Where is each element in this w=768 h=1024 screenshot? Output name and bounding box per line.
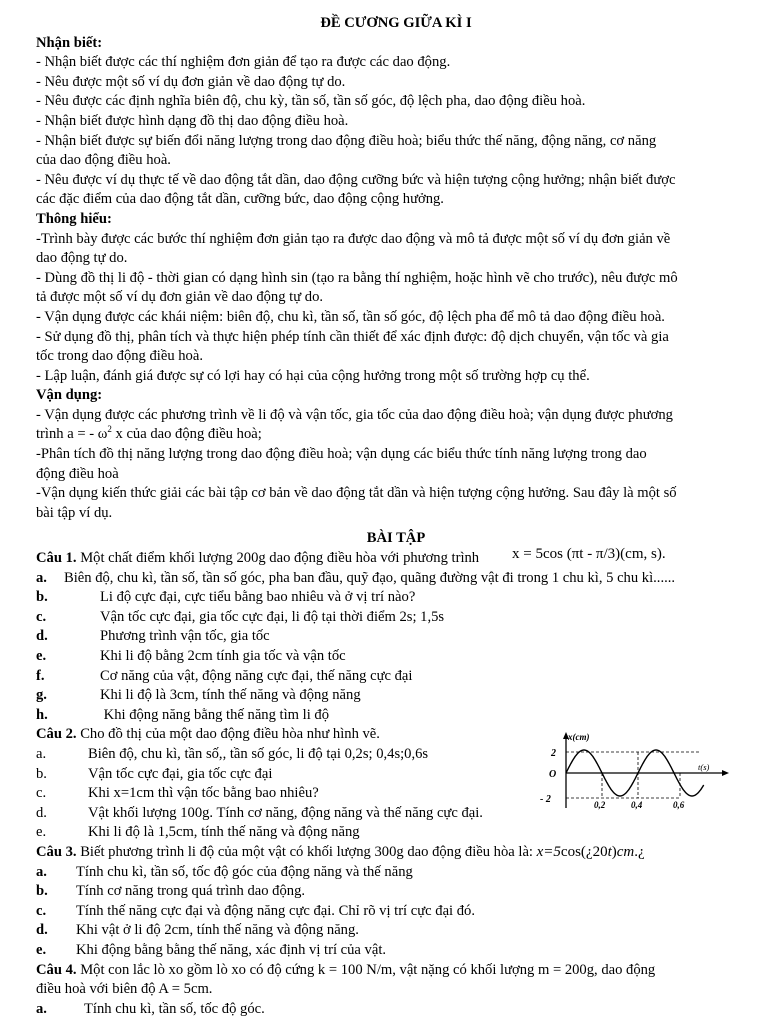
thong-hieu-line: dao động tự do.	[36, 250, 128, 267]
document-title: ĐỀ CƯƠNG GIỮA KÌ I	[320, 15, 472, 31]
item-text: Biên độ, chu kì, tần số,, tần số góc, li độ tại 0,2s; 0,4s;0,6s	[88, 745, 429, 762]
question-item	[36, 608, 736, 628]
question-2-text: Cho đồ thị của một dao động điều hòa như hình vẽ.	[76, 726, 380, 743]
thong-hieu-line: - Sử dụng đồ thị, phân tích và thực hiện phép tính cần thiết để xác định được: độ dịch chuyển, vận tốc và gia	[36, 328, 669, 345]
item-text: Khi vật ở li độ 2cm, tính thế năng và động năng.	[76, 922, 359, 939]
item-text: Khi động năng bằng thế năng tìm li độ	[100, 706, 330, 723]
item-text: Khi li độ bằng 2cm tính gia tốc và vận tốc	[100, 648, 346, 664]
van-dung-lines	[36, 445, 736, 523]
item-key: b.	[36, 883, 48, 900]
question-4-text-cont: điều hoà với biên độ A = 5cm.	[36, 981, 213, 998]
y-axis-label: x(cm)	[568, 732, 590, 742]
nhan-biet-line: của dao động điều hoà.	[36, 152, 171, 169]
question-3-formula: x=5cos(¿20t)cm.¿	[536, 843, 645, 860]
nhan-biet-line: - Nhận biết được các thí nghiệm đơn giản để tạo ra được các dao động.	[36, 54, 451, 71]
thong-hieu-line: - Lập luận, đánh giá được sự có lợi hay có hại của cộng hưởng trong một số trường hợp cụ thể.	[36, 367, 590, 384]
item-key: a.	[36, 745, 47, 762]
question-item	[36, 569, 736, 589]
item-text: Phương trình vận tốc, gia tốc	[100, 628, 270, 645]
question-4	[36, 961, 736, 981]
van-dung-line: -Vận dụng kiến thức giải các bài tập cơ bản về dao động tắt dần và hiện tượng cộng hưởng. Sau đây là một số	[36, 485, 677, 502]
question-1-items	[36, 569, 736, 726]
item-key: b.	[36, 765, 47, 782]
item-text: Vận tốc cực đại, gia tốc cực đại, li độ tại thời điểm 2s; 1,5s	[100, 608, 445, 625]
question-2-label: Câu 2.	[36, 726, 77, 743]
x-axis-label: t(s)	[698, 762, 710, 772]
question-item	[36, 882, 736, 902]
thong-hieu-line: tốc trong dao động điều hoà.	[36, 348, 203, 365]
oscillation-graph	[530, 730, 730, 810]
item-text: Vật khối lượng 100g. Tính cơ năng, động năng và thế năng cực đại.	[88, 804, 483, 821]
van-dung-line: -Phân tích đồ thị năng lượng trong dao động điều hoà; vận dụng các biểu thức tính năng lượng trong dao	[36, 446, 647, 463]
question-item	[36, 627, 736, 647]
nhan-biet-line: - Nêu được các định nghĩa biên độ, chu kỳ, tần số, tần số góc, độ lệch pha, dao động điều hoà.	[36, 93, 586, 110]
question-4-text: Một con lắc lò xo gồm lò xo có độ cứng k = 100 N/m, vật nặng có khối lượng m = 200g, dao động	[76, 961, 656, 978]
item-key: a.	[36, 1000, 47, 1017]
thong-hieu-line: - Vận dụng được các khái niệm: biên độ, chu kì, tần số, tần số góc, độ lệch pha để mô tả dao động điều hoà.	[36, 308, 665, 325]
question-item	[36, 588, 736, 608]
question-3-items	[36, 863, 736, 961]
item-key: h.	[36, 706, 48, 723]
item-key: c.	[36, 902, 47, 919]
item-text: Tính chu kì, tần số, tốc độ góc.	[84, 1000, 265, 1017]
item-key: a.	[36, 863, 47, 880]
item-text: Khi li độ là 3cm, tính thế năng và động năng	[100, 687, 361, 704]
item-key: e.	[36, 824, 47, 841]
item-text: Tính cơ năng trong quá trình dao động.	[76, 883, 306, 900]
van-dung-line: động điều hoà	[36, 465, 119, 482]
item-key: d.	[36, 804, 47, 821]
question-item	[36, 647, 736, 667]
van-dung-line: trình a = - $\omega^2$ x của dao động điều hoà;	[36, 424, 262, 443]
nhan-biet-lines	[36, 53, 736, 210]
nhan-biet-line: - Nhận biết được hình dạng đồ thị dao động điều hoà.	[36, 112, 349, 129]
question-1-text: Một chất điểm khối lượng 200g dao động điều hòa với phương trình	[76, 550, 480, 567]
y-tick-label: O	[549, 769, 557, 780]
question-item	[36, 1000, 736, 1020]
thong-hieu-lines	[36, 230, 736, 387]
question-4-label: Câu 4.	[36, 961, 77, 978]
nhan-biet-line: - Nhận biết được sự biến đổi năng lượng trong dao động điều hoà; biểu thức thế năng, động năng, cơ năng	[36, 132, 657, 149]
y-tick-label: 2	[551, 748, 556, 759]
item-key: d.	[36, 922, 48, 939]
item-key: g.	[36, 687, 47, 704]
question-item	[36, 686, 736, 706]
item-text: Vận tốc cực đại, gia tốc cực đại	[88, 765, 273, 782]
thong-hieu-line: -Trình bày được các bước thí nghiệm đơn giản tạo ra được dao động và mô tả được một số ví dụ đơn giản về	[36, 230, 671, 247]
item-text: Khi x=1cm thì vận tốc bằng bao nhiêu?	[88, 785, 319, 802]
x-tick-label: 0,4	[631, 800, 643, 810]
item-key: a.	[36, 569, 47, 586]
thong-hieu-line: tả được một số ví dụ đơn giản về dao động tự do.	[36, 289, 324, 306]
item-text: Khi li độ là 1,5cm, tính thế năng và động năng	[88, 824, 360, 841]
question-item	[36, 941, 736, 961]
x-tick-label: 0,6	[673, 800, 685, 810]
question-1-label: Câu 1.	[36, 550, 77, 567]
x-tick-label: 0,2	[594, 800, 606, 810]
question-item	[36, 902, 736, 922]
question-3-text: Biết phương trình li độ của một vật có khối lượng 300g dao động điều hòa là:	[76, 843, 537, 860]
item-key: e.	[36, 941, 47, 958]
x-axis-arrow	[722, 770, 729, 776]
item-key: c.	[36, 608, 47, 625]
heading-van-dung: Vận dụng:	[36, 387, 103, 404]
question-1	[36, 546, 736, 569]
item-key: e.	[36, 648, 47, 664]
question-item	[36, 823, 736, 843]
item-text: Tính thế năng cực đại và động năng cực đại. Chỉ rõ vị trí cực đại đó.	[76, 902, 475, 919]
item-text: Li độ cực đại, cực tiểu bằng bao nhiêu và ở vị trí nào?	[100, 589, 416, 606]
item-text: Cơ năng của vật, động năng cực đại, thế năng cực đại	[100, 667, 413, 684]
van-dung-line: - Vận dụng được các phương trình về li độ và vận tốc, gia tốc của dao động điều hoà; vận dụng được phương	[36, 406, 673, 423]
document-page	[36, 14, 736, 1019]
item-text: Tính chu kì, tần số, tốc độ góc của động năng và thế năng	[76, 863, 413, 880]
y-tick-label: - 2	[540, 794, 551, 805]
question-item	[36, 921, 736, 941]
nhan-biet-line: - Nêu được một số ví dụ đơn giản về dao động tự do.	[36, 73, 346, 90]
item-key: f.	[36, 667, 45, 684]
question-item	[36, 863, 736, 883]
item-key: b.	[36, 589, 48, 606]
question-1-formula: x = 5cos (πt - π/3)(cm, s).	[512, 546, 666, 563]
item-key: c.	[36, 785, 47, 802]
van-dung-line: bài tập ví dụ.	[36, 504, 113, 521]
item-text: Khi động bằng bằng thế năng, xác định vị trí của vật.	[76, 941, 387, 958]
nhan-biet-line: các đặc điểm của dao động tắt dần, cưỡng bức, dao động cộng hưởng.	[36, 191, 444, 208]
question-item	[36, 706, 736, 726]
item-text: Biên độ, chu kì, tần số, tần số góc, pha ban đầu, quỹ đạo, quãng đường vật đi trong 1 chu kì, 5 chu kì......	[64, 569, 676, 586]
heading-nhan-biet: Nhận biết:	[36, 34, 103, 51]
exercises-title: BÀI TẬP	[366, 530, 426, 547]
question-3	[36, 843, 736, 863]
thong-hieu-line: - Dùng đồ thị li độ - thời gian có dạng hình sin (tạo ra bằng thí nghiệm, hoặc hình vẽ cho trước), nêu được mô	[36, 269, 678, 286]
item-key: d.	[36, 628, 48, 645]
nhan-biet-line: - Nêu được ví dụ thực tế về dao động tắt dần, dao động cưỡng bức và hiện tượng cộng hưởng; nhận biết được	[36, 171, 676, 188]
question-3-label: Câu 3.	[36, 843, 77, 860]
question-item	[36, 667, 736, 687]
heading-thong-hieu: Thông hiểu:	[36, 210, 112, 227]
question-4-items	[36, 1000, 736, 1020]
